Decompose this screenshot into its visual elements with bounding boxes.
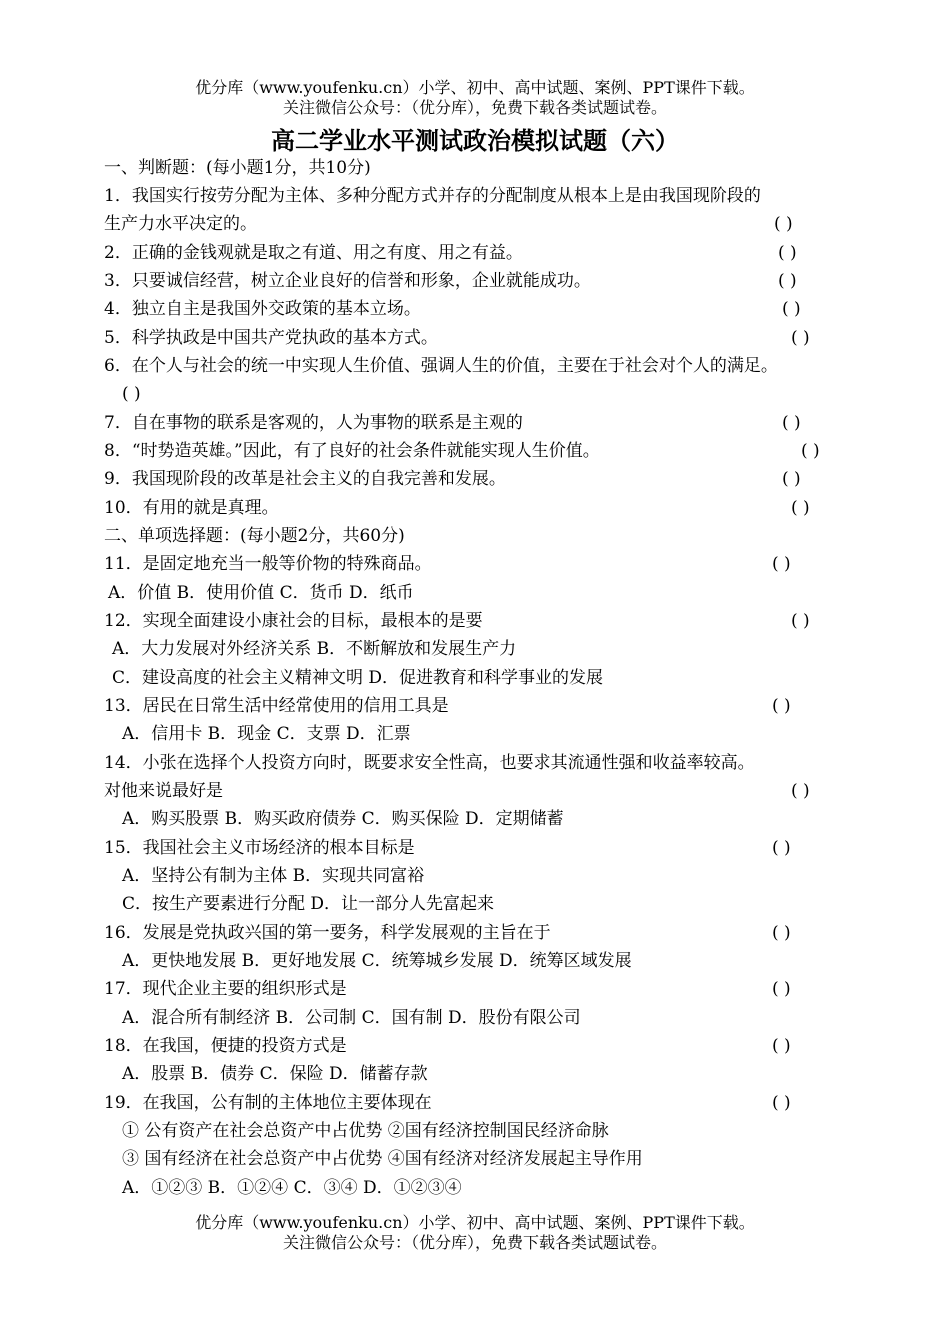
question-4: 4．独立自主是我国外交政策的基本立场。	[104, 299, 421, 319]
question-13: 13．居民在日常生活中经常使用的信用工具是	[104, 696, 449, 716]
answer-bracket-14: ( )	[791, 781, 810, 801]
answer-bracket-11: ( )	[772, 554, 791, 574]
footer-line-2: 关注微信公众号：（优分库），免费下载各类试题试卷。	[282, 1233, 667, 1252]
question-11-options: A．价值 B．使用价值 C．货币 D．纸币	[108, 583, 414, 603]
question-8: 8．“时势造英雄。”因此，有了良好的社会条件就能实现人生价值。	[104, 441, 600, 461]
question-12: 12．实现全面建设小康社会的目标，最根本的是要	[104, 611, 483, 631]
answer-bracket-4: ( )	[782, 299, 801, 319]
answer-bracket-13: ( )	[772, 696, 791, 716]
question-18-options: A．股票 B．债券 C．保险 D．储蓄存款	[122, 1064, 428, 1084]
answer-bracket-16: ( )	[772, 923, 791, 943]
question-14-line-2: 对他来说最好是	[104, 781, 223, 801]
answer-bracket-2: ( )	[778, 243, 797, 263]
question-15-options-1: A．坚持公有制为主体 B．实现共同富裕	[122, 866, 425, 886]
answer-bracket-8: ( )	[801, 441, 820, 461]
question-17: 17．现代企业主要的组织形式是	[104, 979, 347, 999]
question-10: 10．有用的就是真理。	[104, 498, 279, 518]
question-15-options-2: C．按生产要素进行分配 D．让一部分人先富起来	[122, 894, 495, 914]
question-14-options: A．购买股票 B．购买政府债券 C．购买保险 D．定期储蓄	[122, 809, 564, 829]
answer-bracket-9: ( )	[782, 469, 801, 489]
question-16-options: A．更快地发展 B．更好地发展 C．统筹城乡发展 D．统筹区域发展	[122, 951, 632, 971]
question-12-options-1: A．大力发展对外经济关系 B．不断解放和发展生产力	[112, 639, 517, 659]
answer-bracket-18: ( )	[772, 1036, 791, 1056]
answer-bracket-6: ( )	[122, 384, 141, 404]
question-17-options: A．混合所有制经济 B．公司制 C．国有制 D．股份有限公司	[122, 1008, 581, 1028]
answer-bracket-10: ( )	[791, 498, 810, 518]
question-19: 19．在我国，公有制的主体地位主要体现在	[104, 1093, 432, 1113]
question-18: 18．在我国，便捷的投资方式是	[104, 1036, 347, 1056]
section-1-heading: 一、判断题：(每小题1分，共10分)	[104, 158, 371, 178]
answer-bracket-3: ( )	[778, 271, 797, 291]
question-6: 6．在个人与社会的统一中实现人生价值、强调人生的价值，主要在于社会对个人的满足。	[104, 356, 778, 376]
question-1-line-1: 1．我国实行按劳分配为主体、多种分配方式并存的分配制度从根本上是由我国现阶段的	[104, 186, 761, 206]
question-16: 16．发展是党执政兴国的第一要务，科学发展观的主旨在于	[104, 923, 551, 943]
question-14-line-1: 14．小张在选择个人投资方向时，既要求安全性高，也要求其流通性强和收益率较高。	[104, 753, 755, 773]
answer-bracket-17: ( )	[772, 979, 791, 999]
question-13-options: A．信用卡 B．现金 C．支票 D．汇票	[122, 724, 411, 744]
answer-bracket-12: ( )	[791, 611, 810, 631]
question-12-options-2: C．建设高度的社会主义精神文明 D．促进教育和科学事业的发展	[112, 668, 604, 688]
question-19-options: A．①②③ B．①②④ C．③④ D．①②③④	[122, 1178, 462, 1198]
section-2-heading: 二、单项选择题：(每小题2分，共60分)	[104, 526, 405, 546]
question-5: 5．科学执政是中国共产党执政的基本方式。	[104, 328, 438, 348]
answer-bracket-7: ( )	[782, 413, 801, 433]
question-3: 3．只要诚信经营，树立企业良好的信誉和形象，企业就能成功。	[104, 271, 591, 291]
header-line-1: 优分库（www.youfenku.cn）小学、初中、高中试题、案例、PPT课件下载。	[195, 78, 755, 97]
question-19-statements-2: ③ 国有经济在社会总资产中占优势 ④国有经济对经济发展起主导作用	[122, 1149, 643, 1169]
footer-line-1: 优分库（www.youfenku.cn）小学、初中、高中试题、案例、PPT课件下载。	[195, 1213, 755, 1232]
answer-bracket-19: ( )	[772, 1093, 791, 1113]
question-9: 9．我国现阶段的改革是社会主义的自我完善和发展。	[104, 469, 506, 489]
question-7: 7．自在事物的联系是客观的，人为事物的联系是主观的	[104, 413, 523, 433]
question-11: 11．是固定地充当一般等价物的特殊商品。	[104, 554, 432, 574]
question-19-statements-1: ① 公有资产在社会总资产中占优势 ②国有经济控制国民经济命脉	[122, 1121, 609, 1141]
question-2: 2．正确的金钱观就是取之有道、用之有度、用之有益。	[104, 243, 523, 263]
answer-bracket-15: ( )	[772, 838, 791, 858]
answer-bracket-5: ( )	[791, 328, 810, 348]
question-1-line-2: 生产力水平决定的。	[104, 214, 257, 234]
header-line-2: 关注微信公众号：（优分库），免费下载各类试题试卷。	[282, 98, 667, 117]
question-15: 15．我国社会主义市场经济的根本目标是	[104, 838, 415, 858]
page-title: 高二学业水平测试政治模拟试题（六）	[271, 126, 679, 155]
answer-bracket-1: ( )	[774, 214, 793, 234]
